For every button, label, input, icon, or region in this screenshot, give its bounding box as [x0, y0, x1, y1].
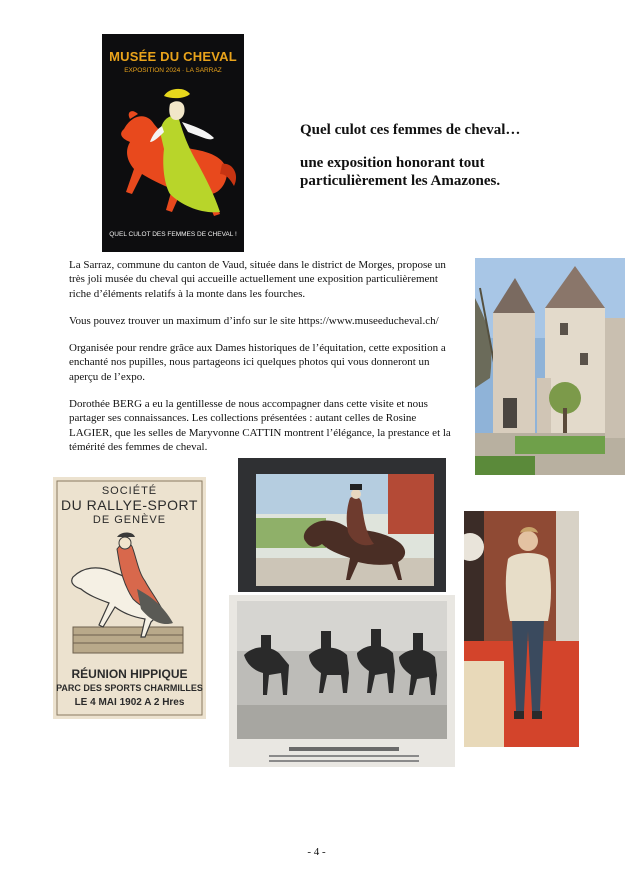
exhibition-poster-image — [102, 34, 244, 252]
rallye-line-5: PARC DES SPORTS CHARMILLES — [56, 683, 203, 693]
rallye-line-4: RÉUNION HIPPIQUE — [71, 667, 188, 681]
headline-line-3: particulièrement les Amazones. — [300, 173, 501, 189]
page-number: - 4 - — [307, 846, 326, 858]
paragraph-website: Vous pouvez trouver un maximum d’info sur le site https://www.museeducheval.ch/ — [69, 314, 439, 327]
rallye-line-3: DE GENÈVE — [92, 514, 167, 526]
paragraph-intro: La Sarraz, commune du canton de Vaud, située dans le district de Morges, propose un très joli musée du cheval qui accueille actuellement une exposition particulièrement riche d’éléments relatifs à la monte dans les fourches. — [69, 259, 446, 300]
poster-subtitle: EXPOSITION 2024 · LA SARRAZ — [124, 67, 222, 74]
historic-riders-photo — [229, 595, 455, 767]
headline-line-2: une exposition honorant tout — [300, 155, 485, 171]
paragraph-collections: Dorothée BERG a eu la gentillesse de nous accompagner dans cette visite et nous partager ses connaissances. Les collections présentées : autant celles de Rosine LAGIER, que les selles de Maryvonne CATTIN montrent l’élégance, la prestance et la témérité des femmes de cheval. — [69, 398, 451, 453]
article-body — [69, 258, 455, 467]
guide-speaking-photo — [464, 511, 579, 747]
poster-bottom-text: QUEL CULOT DES FEMMES DE CHEVAL ! — [109, 231, 237, 238]
rallye-sport-poster — [53, 477, 206, 719]
rallye-line-1: SOCIÉTÉ — [101, 485, 158, 497]
rallye-line-6: LE 4 MAI 1902 A 2 Hres — [74, 697, 185, 708]
paragraph-exhibition: Organisée pour rendre grâce aux Dames historiques de l’équitation, cette exposition a enchanté nos pupilles, nous partageons ici quelques photos qui vous donneront un aperçu de l’expo. — [69, 342, 446, 383]
horse-rider-illustration — [102, 34, 244, 252]
rallye-line-2: DU RALLYE-SPORT — [61, 497, 198, 513]
castle-photo — [475, 258, 625, 475]
headline-line-1: Quel culot ces femmes de cheval… — [300, 122, 521, 138]
poster-title: MUSÉE DU CHEVAL — [109, 49, 237, 64]
side-saddle-painting-photo — [238, 458, 446, 592]
